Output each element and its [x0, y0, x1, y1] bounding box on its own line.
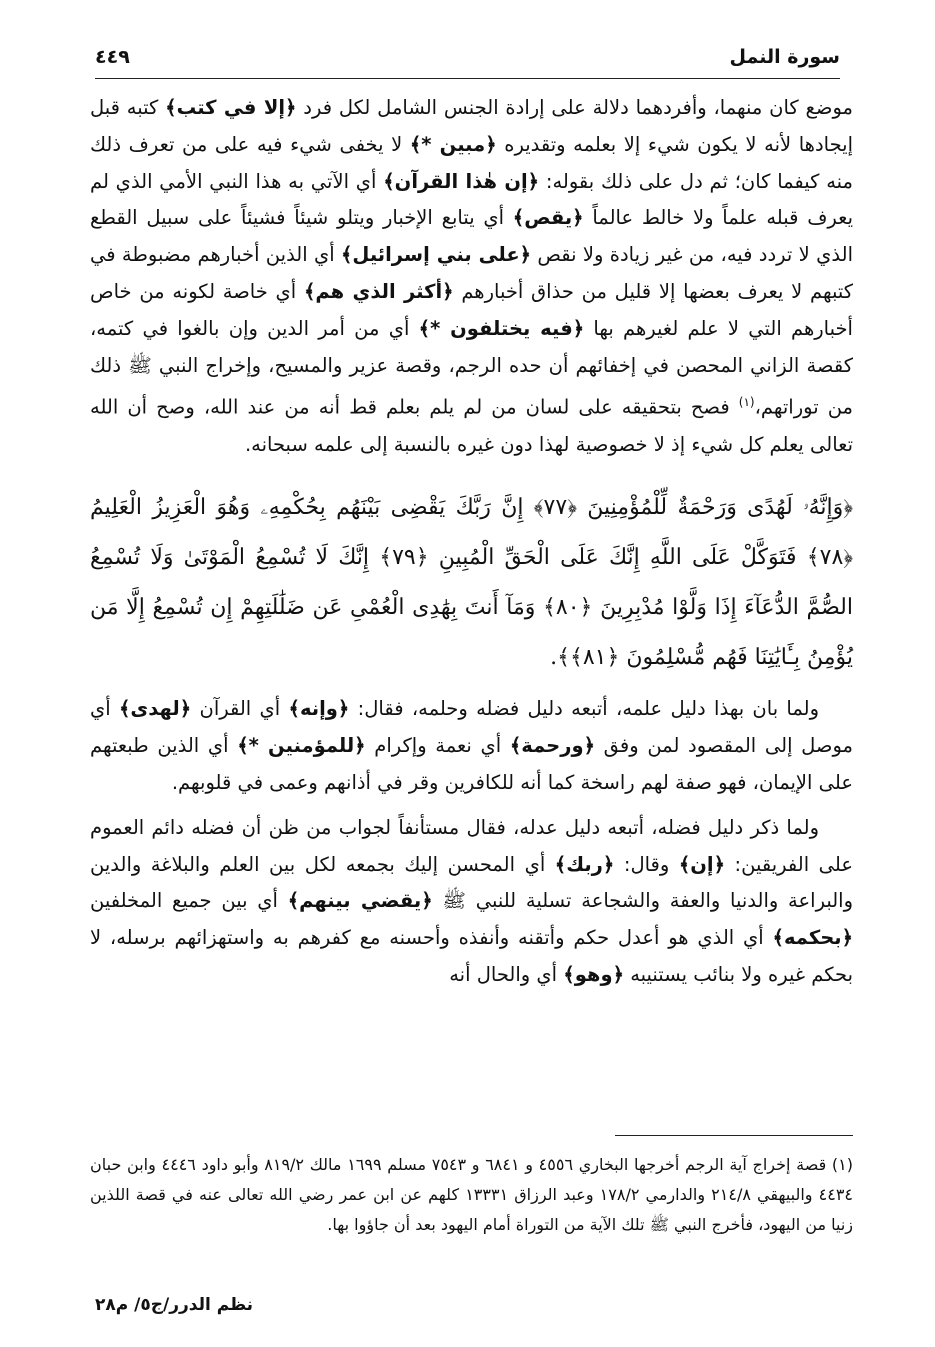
- text-run: أي الآتي به هذا النبي الأمي الذي لم يعرف قبله علماً ولا خالط عالماً: [90, 169, 853, 230]
- text-run: أي القرآن: [191, 697, 289, 721]
- quoted-verse: ﴿لهدى﴾: [119, 697, 192, 721]
- text-run: وقال:: [614, 852, 679, 876]
- text-run: أي من أمر الدين وإن بالغوا في كتمه، كقصة الزاني المحصن في إخفائهم أن حده الرجم، وقصة عزير والمسيح، وإخراج النبي ﷺ ذلك من توراتهم،: [90, 316, 853, 419]
- text-run: موضع كان منهما، وأفردهما دلالة على إرادة الجنس الشامل لكل فرد: [296, 96, 853, 119]
- surah-title: سورة النمل: [729, 46, 840, 68]
- paragraph: [90, 691, 853, 801]
- quoted-verse: ﴿للمؤمنين *﴾: [237, 734, 366, 758]
- quoted-verse: ﴿فيه يختلفون *﴾: [418, 316, 585, 340]
- quran-verses: [90, 483, 853, 683]
- text-run: أي الذين أخبارهم مضبوطة في كتبهم لا يعرف بعضها إلا قليل من حذاق أخبارهم: [90, 243, 854, 303]
- text-run: أي نعمة وإكرام: [365, 734, 510, 758]
- quoted-verse: ﴿على بني إسرائيل﴾: [341, 243, 532, 267]
- quoted-verse: ﴿بحكمه﴾: [772, 926, 853, 950]
- text-run: أي والحال أنه: [449, 963, 564, 987]
- page-footer: نظم الدرر/ج٥/ م٢٨: [95, 1295, 254, 1315]
- footnote-1: (١) قصة إخراج آية الرجم أخرجها البخاري ٤٥٥٦ و ٦٨٤١ و ٧٥٤٣ مسلم ١٦٩٩ مالك ٨١٩/٢ وأبو داود ٤٤٤٦ وابن حبان ٤٤٣٤ والبيهقي ٢١٤/٨ والدارمي ١٧٨/٢ وعبد الرزاق ١٣٣٣١ كلهم عن ابن عمر رضي الله تعالى عنه في قصة اللذين زنيا من اليهود، فأخرج النبي ﷺ تلك الآية من التوراة أمام اليهود بعد أن جاؤوا بها.: [90, 1155, 853, 1234]
- quoted-verse: ﴿أكثر الذي هم﴾: [303, 279, 454, 303]
- quoted-verse: ﴿مبين *﴾: [409, 132, 497, 156]
- quoted-verse: ﴿إلا في كتب﴾: [165, 96, 297, 119]
- footnotes: [90, 1150, 853, 1240]
- paragraph: [90, 810, 853, 994]
- text-run: أي يتابع الإخبار ويتلو شيئاً فشيئاً على سبيل القطع الذي لا تردد فيه، من غير زيادة ولا نقص: [90, 206, 853, 267]
- quoted-verse: ﴿يقص﴾: [512, 206, 584, 230]
- text-run: أي بين جميع المخلفين: [90, 889, 288, 913]
- quoted-verse: ﴿وإنه﴾: [288, 697, 350, 721]
- text-run: أي الذي هو أعدل حكم وأتقنه وأنفذه وأحسنه مع كفرهم به واستهزائهم برسله، لا بحكم غيره ولا بنائب يستنيبه: [90, 926, 853, 987]
- text-run: فصح بتحقيقه على لسان من لم يلم بعلم قط أنه من عند الله، وصح أن الله تعالى يعلم كل شيء إذ لا خصوصية لهذا دون غيره بالنسبة إلى علمه سبحانه.: [90, 395, 853, 456]
- quoted-verse: ﴿إن﴾: [678, 852, 726, 876]
- paragraph: [90, 90, 853, 463]
- quoted-verse: ﴿إن هٰذا القرآن﴾: [383, 169, 540, 193]
- text-run: أي خاصة لكونه من خاص أخبارهم التي لا علم لغيرهم بها: [90, 279, 853, 340]
- text-run: ولما بان بهذا دليل علمه، أتبعه دليل فضله وحلمه، فقال:: [349, 697, 819, 721]
- quoted-verse: ﴿وهو﴾: [563, 963, 624, 987]
- quoted-verse: ﴿ربك﴾: [554, 852, 615, 876]
- text-run: ﴿وَإِنَّهُۥ لَهُدًى وَرَحْمَةٌ لِّلْمُؤْمِنِينَ ﴿٧٧﴾ إِنَّ رَبَّكَ يَقْضِى بَيْنَهُم بِحُكْمِهِۦ وَهُوَ الْعَزِيزُ الْعَلِيمُ ﴿٧٨﴾ فَتَوَكَّلْ عَلَى اللَّهِ إِنَّكَ عَلَى الْحَقِّ الْمُبِينِ ﴿٧٩﴾ إِنَّكَ لَا تُسْمِعُ الْمَوْتَىٰ وَلَا تُسْمِعُ الصُّمَّ الدُّعَآءَ إِذَا وَلَّوْا مُدْبِرِينَ ﴿٨٠﴾ وَمَآ أَنتَ بِهَٰدِى الْعُمْىِ عَن ضَلَٰلَتِهِمْ إِن تُسْمِعُ إِلَّا مَن يُؤْمِنُ بِـَٔايَٰتِنَا فَهُم مُّسْلِمُونَ ﴿٨١﴾﴾.: [90, 495, 854, 671]
- text-run: كتبه قبل إيجادها لأنه لا يكون شيء إلا بعلمه وتقديره: [90, 96, 854, 156]
- footnote-separator: [615, 1135, 853, 1136]
- footnote-marker[interactable]: (١): [738, 395, 755, 410]
- quoted-verse: ﴿ورحمة﴾: [509, 734, 596, 758]
- main-text: [90, 90, 853, 994]
- text-run: أي الذين طبعتهم على الإيمان، فهو صفة لهم راسخة كما أنه للكافرين وقر في أذانهم وعمى في قلوبهم.: [90, 734, 853, 795]
- text-run: لا يخفى شيء فيه على من تعرف ذلك منه كيفما كان؛ ثم دل على ذلك بقوله:: [90, 132, 853, 193]
- text-run: ولما ذكر دليل فضله، أتبعه دليل عدله، فقال مستأنفاً لجواب من ظن أن فضله دائم العموم على الفريقين:: [90, 815, 853, 876]
- page-header: [95, 36, 840, 79]
- text-run: أي المحسن إليك بجمعه لكل بين العلم والبلاغة والدين والبراعة والدنيا والعفة والشجاعة تسلية للنبي ﷺ: [90, 852, 853, 913]
- text-run: أي موصل إلى المقصود لمن وفق: [90, 697, 853, 758]
- quoted-verse: ﴿يقضي بينهم﴾: [287, 889, 433, 913]
- page-number: ٤٤٩: [95, 46, 130, 68]
